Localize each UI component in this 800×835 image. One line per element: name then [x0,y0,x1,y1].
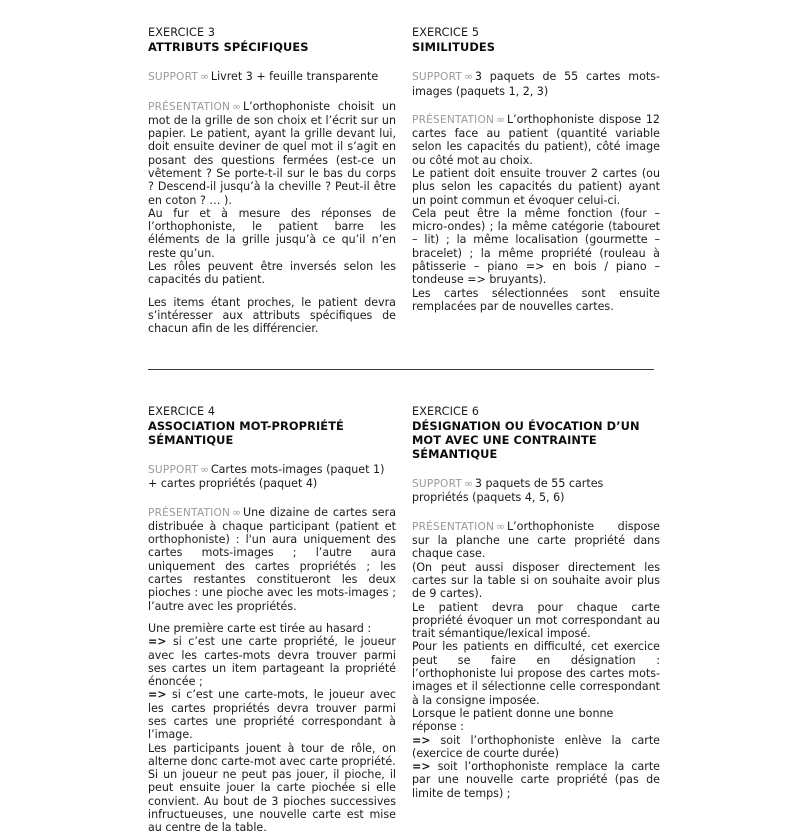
infinity-icon: ∞ [496,520,505,533]
paragraph: Lorsque le patient donne une bonne réponse : [412,706,614,734]
support-block [412,70,660,98]
infinity-icon: ∞ [464,478,473,491]
support-value: 3 paquets de 55 cartes mots-images (paquets 1, 2, 3) [412,70,660,98]
paragraph-spacer [148,613,396,622]
paragraph-arrow: => si c’est une carte-mots, le joueur avec les cartes propriétés devra trouver parmi ses cartes une propriété correspondant à l’image. [148,688,396,742]
support-tag: SUPPORT [148,71,199,84]
presentation-tag: PRÉSENTATION [148,506,231,519]
arrow-marker: => [148,688,167,702]
paragraph: Les participants jouent à tour de rôle, on alterne donc carte-mot avec carte propriété. [148,741,396,768]
paragraph: Pour les patients en difficulté, cet exercice peut se faire en désignation : l’orthophoniste lui propose des cartes mots-images et il sélectionne celle correspondant à la consigne imposée. [412,640,660,707]
presentation-tag: PRÉSENTATION [412,520,495,533]
paragraph-spacer [148,287,396,296]
presentation-paragraph [412,113,660,167]
infinity-icon: ∞ [464,71,473,84]
exercise-label: EXERCICE 3 [148,26,216,39]
infinity-icon: ∞ [496,113,505,126]
exercise-title: ASSOCIATION MOT-PROPRIÉTÉ SÉMANTIQUE [148,418,344,447]
presentation-paragraph [148,100,396,207]
infinity-icon: ∞ [232,506,241,519]
paragraph-text: L’orthophoniste dispose 12 cartes face au patient (quantité variable selon les capacités du patient), côté image ou côté mot au choix. [412,112,660,167]
section-upper [148,26,660,336]
support-line [412,477,660,505]
presentation-paragraph [412,520,660,561]
paragraph: Le patient doit ensuite trouver 2 cartes (ou plus selon les capacités du patient) ayant un point commun et évoquer celui-ci. [412,166,660,207]
support-tag: SUPPORT [412,71,463,84]
exercise-title: SIMILITUDES [412,40,496,54]
paragraph-arrow: => soit l’orthophoniste enlève la carte (exercice de courte durée) [412,733,660,760]
section-lower [148,404,660,835]
exercise-column-5 [412,26,660,313]
paragraph: Une première carte est tirée au hasard : [148,621,372,635]
exercise-column-4 [148,405,396,835]
presentation-paragraph [148,506,396,613]
support-line [148,70,396,84]
presentation-block [148,100,396,336]
presentation-block [148,506,396,835]
paragraph-text: L’orthophoniste dispose sur la planche une carte propriété dans chaque case. [412,519,660,561]
exercise-column-3 [148,26,396,336]
support-tag: SUPPORT [148,463,199,476]
exercise-column-6 [412,405,660,800]
paragraph: Les rôles peuvent être inversés selon les capacités du patient. [148,260,396,287]
paragraph: Les items étant proches, le patient devra s’intéresser aux attributs spécifiques de chacun afin de les différencier. [148,295,396,336]
support-value: Livret 3 + feuille transparente [210,70,379,84]
paragraph-text: L’orthophoniste choisit un mot de la grille de son choix et l’écrit sur un papier. Le patient, ayant la grille devant lui, doit ensuite deviner de quel mot il s’agit en posant des questions fermées (est-ce un vêtement ? Se porte-t-il sur le bas du corps ? Descend-il jusqu’à la cheville ? Peut-il être en coton ? … ). [148,99,396,207]
exercise-label: EXERCICE 4 [148,404,216,418]
support-block [412,477,660,505]
infinity-icon: ∞ [232,100,241,113]
paragraph: Les cartes sélectionnées sont ensuite remplacées par de nouvelles cartes. [412,286,660,313]
paragraph: Cela peut être la même fonction (four – micro-ondes) ; la même catégorie (tabouret – lit) ; la même localisation (gourmette – bracelet) ; la même propriété (rouleau à pâtisserie – piano => en bois / piano – tondeuse => bruyants). [412,206,660,287]
support-line [412,70,660,98]
exercise-title: DÉSIGNATION OU ÉVOCATION D’UN MOT AVEC UNE CONTRAINTE SÉMANTIQUE [412,418,640,461]
paragraph: Le patient devra pour chaque carte propriété évoquer un mot correspondant au trait sémantique/lexical imposé. [412,600,660,641]
arrow-marker: => [148,635,167,649]
paragraph: (On peut aussi disposer directement les cartes sur la table si on souhaite avoir plus de 9 cartes). [412,560,660,601]
section-divider [148,369,654,370]
exercise-label: EXERCICE 6 [412,404,480,418]
exercise-label: EXERCICE 5 [412,26,480,39]
presentation-block [412,520,660,800]
paragraph-arrow: => si c’est une carte propriété, le joueur avec les cartes-mots devra trouver parmi ses cartes un item partageant la propriété énoncée ; [148,635,396,689]
support-line [148,463,396,491]
support-block [148,463,396,491]
support-value: 3 paquets de 55 cartes propriétés (paquets 4, 5, 6) [412,477,604,505]
paragraph-arrow: => soit l’orthophoniste remplace la carte par une nouvelle carte propriété (pas de limite de temps) ; [412,760,660,800]
presentation-tag: PRÉSENTATION [148,100,231,113]
paragraph-text: Une dizaine de cartes sera distribuée à chaque participant (patient et orthophoniste) : l'un aura uniquement des cartes mots-images ; l’autre aura uniquement des cartes propriétés ; les cartes restantes constitueront les deux pioches : une pioche avec les mots-images ; l’autre avec les propriétés. [148,505,396,613]
paragraph: Si un joueur ne peut pas jouer, il pioche, il peut ensuite jouer la carte piochée si elle convient. Au bout de 3 pioches successives infructueuses, une nouvelle carte est mise au centre de la table. [148,768,396,835]
presentation-tag: PRÉSENTATION [412,113,495,126]
arrow-marker: => [412,733,431,747]
support-tag: SUPPORT [412,478,463,491]
paragraph: Au fur et à mesure des réponses de l’orthophoniste, le patient barre les éléments de la grille jusqu’à ce qu’il n’en reste qu’un. [148,206,396,260]
section-divider-wrap [148,336,657,405]
support-block [148,70,396,84]
infinity-icon: ∞ [200,463,209,476]
support-value: Cartes mots-images (paquet 1) + cartes propriétés (paquet 4) [148,462,385,491]
presentation-block [412,113,660,313]
arrow-marker: => [412,760,431,774]
infinity-icon: ∞ [200,71,209,84]
exercise-title: ATTRIBUTS SPÉCIFIQUES [148,40,309,54]
